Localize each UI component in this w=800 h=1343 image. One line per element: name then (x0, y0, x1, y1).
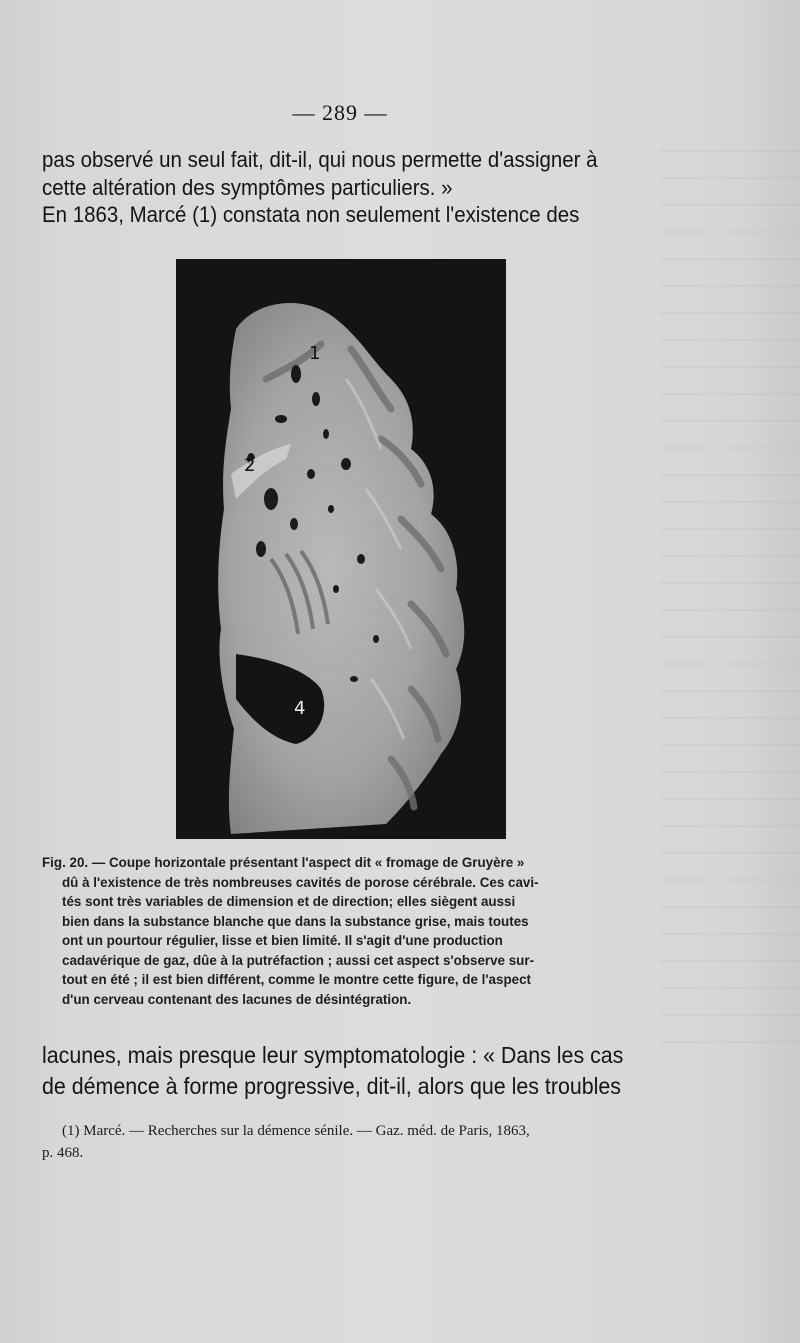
figure-label-1: 1 (309, 343, 321, 364)
caption-line: tés sont très variables de dimension et de direction; elles siègent aussi (62, 894, 516, 909)
text-line: de démence à forme progressive, dit-il, alors que les troubles (42, 1073, 622, 1099)
text-line: En 1863, Marcé (1) constata non seulement l'existence des (42, 202, 580, 227)
caption-line: bien dans la substance blanche que dans la substance grise, mais toutes (62, 913, 529, 929)
text-line: pas observé un seul fait, dit-il, qui nous permette d'assigner à (42, 147, 598, 172)
figure-caption (42, 853, 648, 1009)
figure-label-2: 2 (244, 455, 256, 476)
footnote (42, 1120, 652, 1164)
figure-label-4: 4 (294, 698, 306, 719)
caption-line: Fig. 20. — Coupe horizontale présentant l'aspect dit « fromage de Gruyère » (42, 855, 525, 870)
caption-line: cadavérique de gaz, dûe à la putréfaction ; aussi cet aspect s'observe sur- (62, 952, 535, 968)
footnote-line: p. 468. (42, 1145, 84, 1161)
caption-line: dû à l'existence de très nombreuses cavités de porose cérébrale. Ces cavi- (62, 874, 539, 890)
text-line: cette altération des symptômes particuliers. » (42, 174, 453, 200)
footnote-line: (1) Marcé. — Recherches sur la démence sénile. — Gaz. méd. de Paris, 1863, (62, 1123, 530, 1139)
bleed-through-texture (660, 150, 800, 1050)
caption-line: tout en été ; il est bien différent, comme le montre cette figure, de l'aspect (62, 972, 531, 987)
page-number: — 289 — (292, 100, 388, 125)
bottom-paragraph (42, 1040, 647, 1102)
brain-section-image (176, 259, 506, 839)
caption-line: d'un cerveau contenant des lacunes de désintégration. (62, 991, 412, 1007)
text-line: lacunes, mais presque leur symptomatologie : « Dans les cas (42, 1042, 624, 1068)
brain-section-photograph (176, 259, 506, 839)
top-paragraph (42, 146, 647, 229)
caption-line: ont un pourtour régulier, lisse et bien limité. Il s'agit d'une production (62, 933, 503, 948)
